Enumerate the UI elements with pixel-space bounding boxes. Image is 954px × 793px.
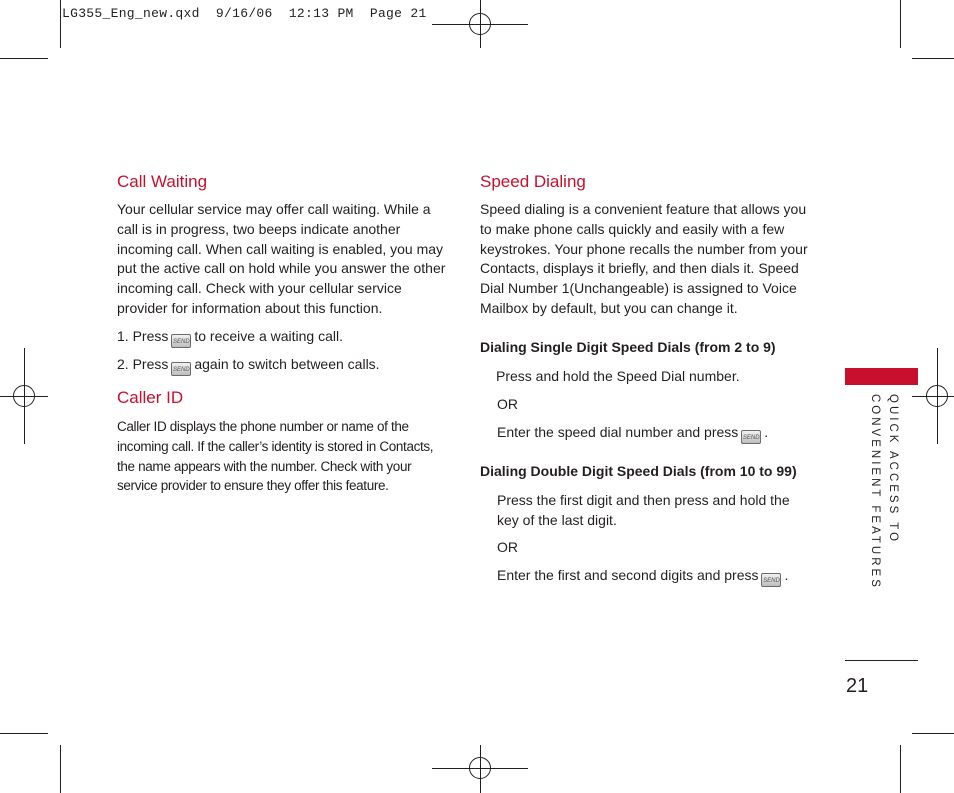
- double-digit-step-1: Press the first digit and then press and hold the key of the last digit.: [497, 492, 790, 528]
- double-digit-step-2: [497, 566, 807, 587]
- speed-dialing-body: Speed dialing is a convenient feature that allows you to make phone calls quickly and easily with a few keystrokes. Your phone recalls the number from your Contacts, displays it briefly, and then dials it. Speed Dial Number 1(Unchangeable) is assigned to Voice Mailbox by default, but you can change it.: [480, 201, 808, 316]
- single-step-2-end: .: [764, 424, 769, 440]
- caller-id-heading: Caller ID: [117, 388, 184, 407]
- call-waiting-heading: Call Waiting: [117, 172, 208, 191]
- call-waiting-step-1: [117, 327, 447, 348]
- double-step-2-text: Enter the first and second digits and press: [497, 567, 759, 583]
- caller-id-body: Caller ID displays the phone number or name of the incoming call. If the caller’s identity is stored in Contacts, the name appears with the number. Check with your service provider to ensure they offer this feature.: [117, 419, 434, 494]
- single-digit-step-1: Press and hold the Speed Dial number.: [496, 368, 740, 384]
- double-digit-or: OR: [497, 539, 518, 555]
- single-digit-step-2: [497, 423, 807, 444]
- section-sidebar-label: QUICK ACCESS TO CONVENIENT FEATURES: [869, 394, 899, 590]
- step-2-text-a: 2. Press: [117, 356, 169, 372]
- single-digit-heading: Dialing Single Digit Speed Dials (from 2 to 9): [480, 339, 776, 355]
- double-step-2-end: .: [784, 567, 789, 583]
- page-number: 21: [846, 675, 869, 697]
- double-digit-heading: Dialing Double Digit Speed Dials (from 10 to 99): [480, 463, 797, 479]
- call-waiting-step-2: [117, 355, 447, 376]
- footer-rule: [845, 660, 918, 661]
- section-tab: [845, 368, 918, 385]
- single-step-2-text: Enter the speed dial number and press: [497, 424, 739, 440]
- single-digit-or: OR: [497, 396, 518, 412]
- call-waiting-body: Your cellular service may offer call waiting. While a call is in progress, two beeps indicate another incoming call. When call waiting is enabled, you may put the active call on hold while you answer the other incoming call. Check with your cellular service provider for information about this function.: [117, 201, 446, 316]
- step-1-text-b: to receive a waiting call.: [194, 328, 343, 344]
- print-slug: LG355_Eng_new.qxd 9/16/06 12:13 PM Page 21: [62, 6, 427, 21]
- step-2-text-b: again to switch between calls.: [194, 356, 380, 372]
- send-key-icon: SEND: [171, 334, 191, 348]
- send-key-icon: SEND: [741, 430, 761, 444]
- send-key-icon: SEND: [761, 573, 781, 587]
- send-key-icon: SEND: [171, 362, 191, 376]
- step-1-text-a: 1. Press: [117, 328, 169, 344]
- speed-dialing-heading: Speed Dialing: [480, 172, 586, 191]
